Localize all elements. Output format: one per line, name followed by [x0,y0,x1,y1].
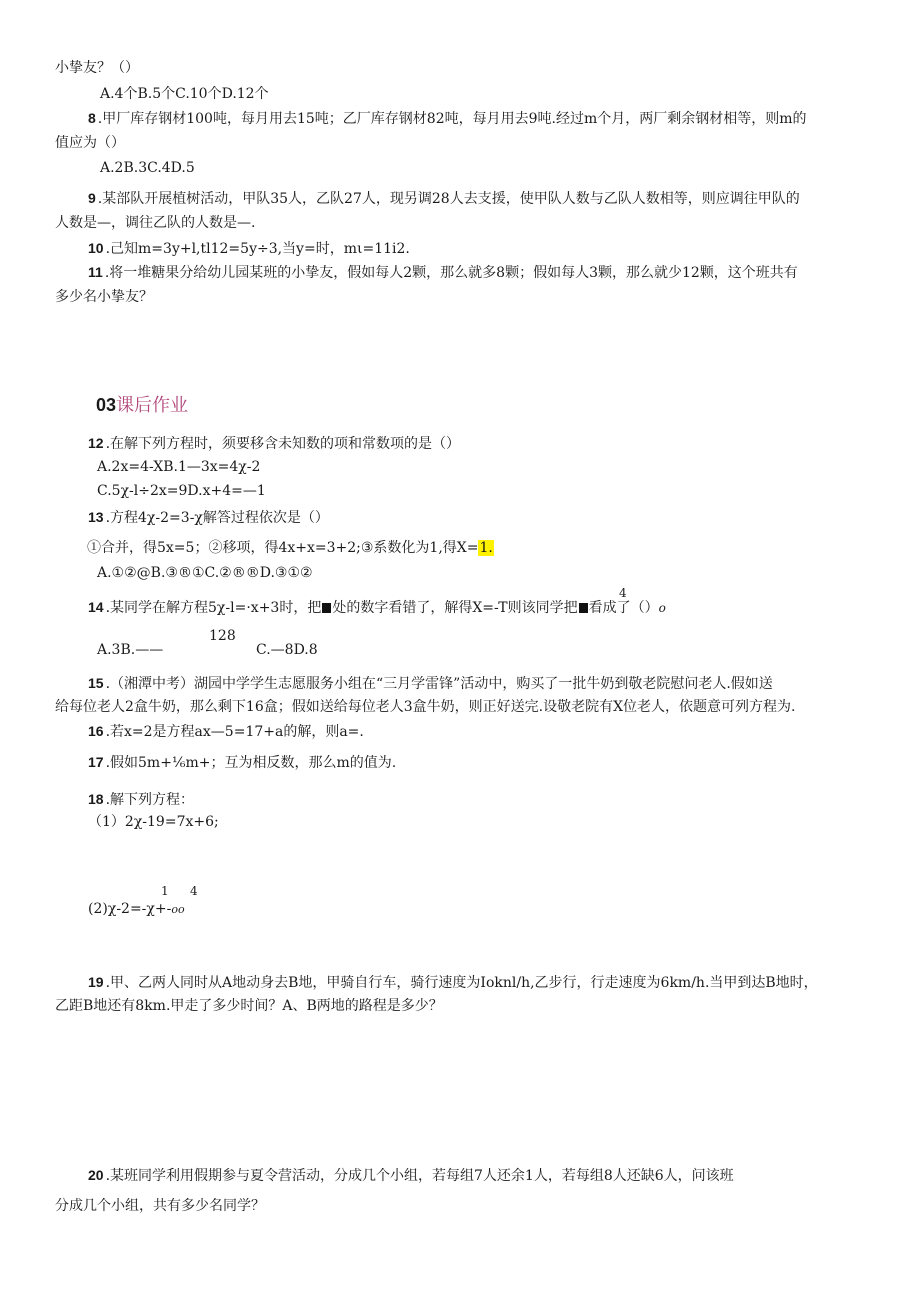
question-text: .某班同学利用假期参与夏令营活动，分成几个小组，若每组7人还余1人，若每组8人还缺6人，问该班 [105,1168,734,1184]
question-20 [88,1165,734,1186]
question-text-a: .某同学在解方程5χ-l=·x+3时，把 [105,600,322,616]
question-18-part-2-sup-2 [190,884,198,898]
q7-options: A.4个B.5个C.10个D.12个 [100,86,269,102]
question-text: .甲厂库存钢材100吨，每月用去15吨；乙厂库存钢材82吨，每月用去9吨.经过m个月，两厂剩余钢材相等，则m的 [97,111,807,127]
highlighted-answer: 1. [479,540,493,556]
question-9-cont: 人数是—，调往乙队的人数是—. [55,215,256,231]
line-1: 小挚友？（） [55,60,139,76]
question-number: 14 [88,599,104,615]
question-number: 11 [88,264,103,280]
question-text-b: 处的数字看错了，解得X=-T则该同学把 [332,600,578,616]
question-text-c: 看成了（） [588,600,659,616]
question-16 [88,721,364,742]
superscript-4: 4 [190,884,198,898]
question-number: 8 [88,110,96,126]
question-text: .（湘潭中考）湖园中学学生志愿服务小组在“三月学雷锋”活动中，购买了一批牛奶到敬老院慰问老人.假如送 [105,676,773,692]
question-number: 15 [88,675,104,691]
equation-tail: oo [171,903,185,916]
question-14-fraction: 128 [209,628,236,644]
question-8-options: A.2B.3C.4D.5 [100,160,195,176]
question-14-option-cd: C.—8D.8 [256,642,318,658]
superscript-1: 1 [161,884,169,898]
equation-text: (2)χ-2=-χ+- [88,901,172,917]
question-number: 20 [88,1167,104,1183]
question-12 [88,433,460,454]
question-text: .某部队开展植树活动，甲队35人，乙队27人，现另调28人去支援，使甲队人数与乙队人数相等，则应调往甲队的 [97,191,800,207]
question-19 [88,972,818,993]
steps-text: ①合并，得5x=5；②移项，得4x+x=3+2;③系数化为1,得X= [87,540,479,556]
question-15-cont: 给每位老人2盒牛奶，那么剩下16盒；假如送给每位老人3盒牛奶，则正好送完.设敬老院有X位老人，依题意可列方程为. [55,699,796,715]
question-18-part-2-sup-1 [161,884,169,898]
section-heading [96,394,188,417]
question-number: 18 [88,791,104,807]
question-9 [88,188,800,209]
question-18-part-2 [88,899,185,920]
question-number: 16 [88,723,104,739]
question-text: .甲、乙两人同时从A地动身去B地，甲骑自行车，骑行速度为Ioknl/h,乙步行，行走速度为6km/h.当甲到达B地时， [105,975,818,991]
section-number: 03 [96,395,117,415]
black-square-icon [322,603,331,613]
question-12-options-1: A.2x=4-XB.1—3x=4χ-2 [97,459,261,475]
question-number: 17 [88,754,104,770]
question-14-option-ab: A.3B.—— [97,642,164,658]
question-number: 12 [88,435,104,451]
question-text: .将一堆糖果分给幼儿园某班的小挚友，假如每人2颗，那么就多8颗；假如每人3颗，那么就少12颗，这个班共有 [104,265,798,281]
black-square-icon [579,603,588,613]
question-text: .解下列方程： [105,792,195,808]
question-18-part-1: （1）2χ-19=7x+6; [88,814,219,830]
question-8-cont: 值应为（） [55,135,125,151]
question-10 [88,238,410,259]
question-15 [88,673,773,694]
question-13-steps [87,538,494,558]
question-18 [88,789,194,810]
question-8 [88,108,807,129]
question-20-cont: 分成几个小组，共有多少名同学？ [55,1198,265,1214]
trailing-mark: o [658,601,666,615]
section-title: 课后作业 [116,395,189,416]
question-number: 9 [88,190,96,206]
question-text: .若x=2是方程ax—5=17+a的解，则a=. [105,724,364,740]
question-13-options: A.①②@B.③®①C.②®®D.③①② [97,565,313,581]
question-number: 13 [88,509,104,525]
question-12-options-2: C.5χ-l÷2x=9D.x+4=—1 [97,483,266,499]
question-14 [88,597,666,618]
question-11-cont: 多少名小挚友？ [55,289,153,305]
superscript-4: 4 [619,586,627,600]
question-number: 10 [88,240,104,256]
question-17 [88,752,396,773]
question-text: .方程4χ-2=3-χ解答过程依次是（） [105,510,329,526]
question-11 [88,262,798,283]
question-text: .假如5m+⅟₆m+；互为相反数，那么m的值为. [105,755,397,771]
question-number: 19 [88,974,104,990]
question-text: .在解下列方程时，须要移含未知数的项和常数项的是（） [105,436,461,452]
question-text: .己知m=3y+l,tl12=5y÷3,当y=时，mι=11i2. [105,241,410,257]
question-19-cont: 乙距B地还有8km.甲走了多少时间？A、B两地的路程是多少？ [55,998,443,1014]
question-13 [88,507,329,528]
